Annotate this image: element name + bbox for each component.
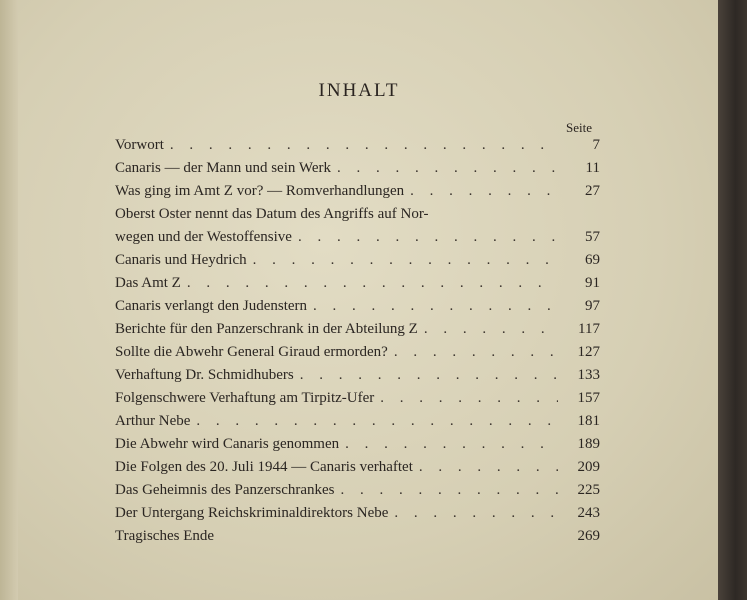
leader-dots (419, 456, 558, 479)
toc-entry-page: 7 (592, 137, 600, 153)
toc-entry (115, 134, 600, 157)
toc-entry-title: Canaris verlangt den Judenstern (115, 298, 308, 314)
toc-entry (115, 387, 600, 410)
leader-dots (253, 249, 558, 272)
toc-entry-page: 133 (577, 367, 600, 383)
toc-entry-title: Der Untergang Reichskriminaldirektors Nebe (115, 505, 389, 521)
toc-entry (115, 525, 600, 548)
leader-dots (394, 341, 558, 364)
toc-entry-page: 225 (577, 482, 600, 498)
toc-entry-title: Folgenschwere Verhaftung am Tirpitz-Ufer (115, 390, 375, 406)
toc-entry-page: 69 (585, 252, 600, 268)
toc-entry (115, 341, 600, 364)
toc-entry (115, 410, 600, 433)
toc-entry-title: Verhaftung Dr. Schmidhubers (115, 367, 294, 383)
toc-entry (115, 180, 600, 203)
leader-dots (380, 387, 558, 410)
toc-entry-title: Vorwort (115, 137, 164, 153)
toc-entry (115, 249, 600, 272)
leader-dots (298, 226, 558, 249)
toc-entry (115, 295, 600, 318)
toc-entry-title: Berichte für den Panzerschrank in der Abteilung Z (115, 321, 418, 337)
toc-entry-title-continuation: wegen und der Westoffensive (115, 229, 292, 245)
background-right-edge (718, 0, 747, 600)
toc-entry (115, 157, 600, 180)
leader-dots (341, 479, 558, 502)
toc-entry-page: 189 (577, 436, 600, 452)
toc-entry-title: Oberst Oster nennt das Datum des Angriffs auf Nor- (115, 206, 429, 222)
toc-entry-title: Canaris und Heydrich (115, 252, 247, 268)
table-of-contents (115, 134, 600, 548)
toc-entry-title: Das Amt Z (115, 275, 181, 291)
toc-entry-page: 243 (577, 505, 600, 521)
leader-dots (337, 157, 558, 180)
toc-entry-page: 91 (585, 275, 600, 291)
toc-entry-title: Was ging im Amt Z vor? — Romverhandlungen (115, 183, 405, 199)
toc-entry-page: 27 (585, 183, 600, 199)
toc-entry-page: 11 (585, 160, 600, 176)
toc-entry-page: 209 (577, 459, 600, 475)
toc-entry-title: Die Folgen des 20. Juli 1944 — Canaris verhaftet (115, 459, 413, 475)
toc-entry-page: 181 (577, 413, 600, 429)
toc-entry (115, 479, 600, 502)
toc-entry-title: Canaris — der Mann und sein Werk (115, 160, 331, 176)
toc-entry (115, 456, 600, 479)
toc-entry (115, 364, 600, 387)
toc-entry (115, 502, 600, 525)
toc-entry-title: Die Abwehr wird Canaris genommen (115, 436, 340, 452)
toc-entry-title: Das Geheimnis des Panzerschrankes (115, 482, 335, 498)
leader-dots (410, 180, 558, 203)
toc-entry-page: 157 (577, 390, 600, 406)
toc-entry (115, 433, 600, 456)
leader-dots (187, 272, 558, 295)
toc-entry-page: 269 (577, 528, 600, 544)
toc-entry-title: Tragisches Ende (115, 528, 215, 544)
page-column-label: Seite (566, 120, 592, 135)
toc-entry-page: 57 (585, 229, 600, 245)
toc-entry-page: 97 (585, 298, 600, 314)
leader-dots (196, 410, 558, 433)
toc-entry-title: Sollte die Abwehr General Giraud ermorden? (115, 344, 388, 360)
toc-entry (115, 318, 600, 341)
leader-dots (424, 318, 558, 341)
toc-entry-title: Arthur Nebe (115, 413, 191, 429)
leader-dots (170, 134, 558, 157)
leader-dots (313, 295, 558, 318)
leader-dots (300, 364, 558, 387)
toc-heading: INHALT (318, 80, 400, 101)
leader-dots (345, 433, 558, 456)
toc-entry (115, 203, 600, 249)
toc-entry-page: 117 (578, 321, 600, 337)
toc-entry (115, 272, 600, 295)
toc-entry-page: 127 (577, 344, 600, 360)
leader-dots (394, 502, 558, 525)
